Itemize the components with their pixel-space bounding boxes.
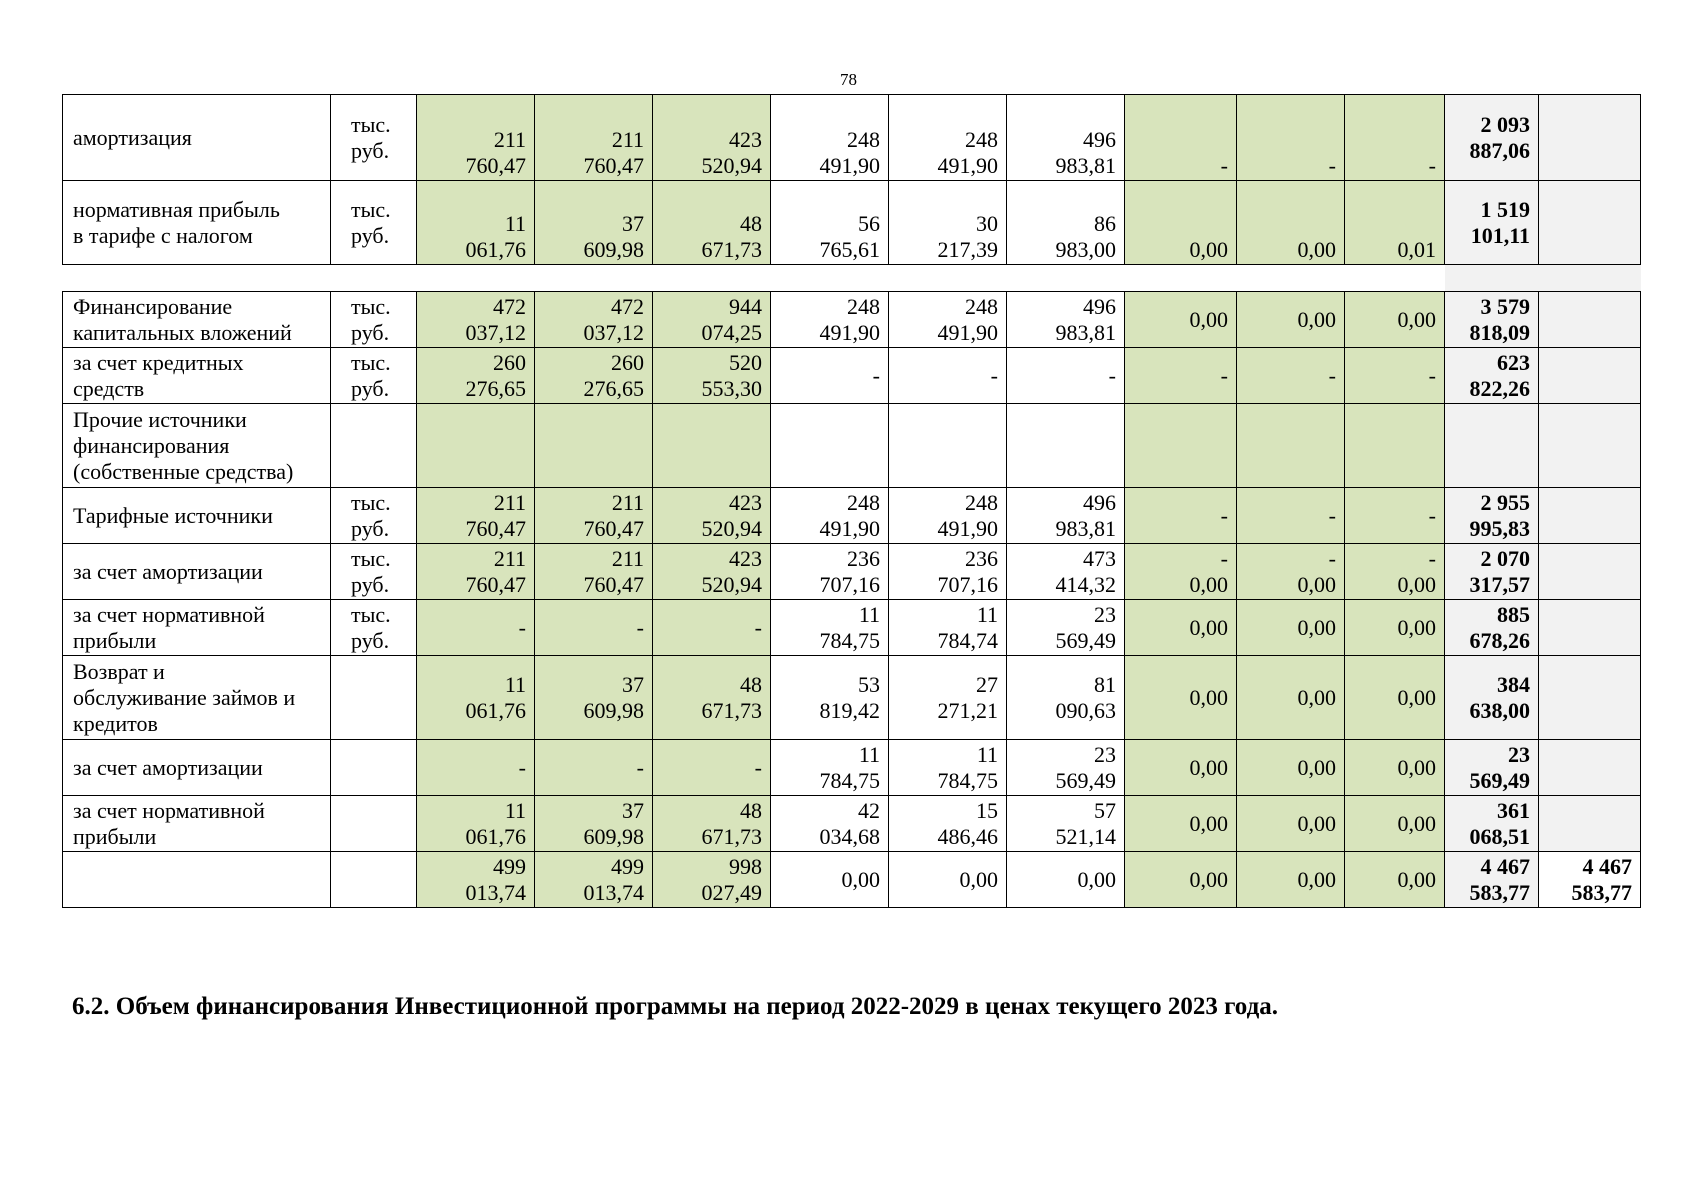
extra-cell [1539, 656, 1641, 740]
value-cell: 11 061,76 [417, 656, 535, 740]
value-cell: - [1345, 488, 1445, 544]
value-cell: - [1345, 348, 1445, 404]
value-cell: 0,00 [1237, 181, 1345, 265]
value-cell: 0,00 [1125, 656, 1237, 740]
value-cell: 423 520,94 [653, 488, 771, 544]
row-label: за счет амортизации [63, 740, 331, 796]
total-cell: 2 070 317,57 [1445, 544, 1539, 600]
value-cell: 86 983,00 [1007, 181, 1125, 265]
row-label: за счет нормативной прибыли [63, 796, 331, 852]
total-cell: 623 822,26 [1445, 348, 1539, 404]
total-cell: 1 519 101,11 [1445, 181, 1539, 265]
value-cell: 423 520,94 [653, 95, 771, 181]
value-cell: 0,00 [889, 852, 1007, 908]
table-row [63, 796, 1641, 852]
value-cell: - [1237, 95, 1345, 181]
table-row [63, 740, 1641, 796]
value-cell: 15 486,46 [889, 796, 1007, 852]
value-cell: 0,00 [1345, 740, 1445, 796]
value-cell: 260 276,65 [417, 348, 535, 404]
page-number: 78 [840, 70, 857, 89]
table-row [63, 292, 1641, 348]
value-cell: - 0,00 [1237, 544, 1345, 600]
extra-cell [1539, 181, 1641, 265]
value-cell: 248 491,90 [771, 488, 889, 544]
table-row [63, 488, 1641, 544]
value-cell: - [653, 740, 771, 796]
value-cell: 11 061,76 [417, 181, 535, 265]
value-cell: 423 520,94 [653, 544, 771, 600]
table-row [63, 544, 1641, 600]
value-cell [653, 404, 771, 488]
value-cell: 0,00 [1125, 600, 1237, 656]
value-cell: 0,00 [1125, 852, 1237, 908]
value-cell: 0,00 [1237, 656, 1345, 740]
value-cell: - [1125, 488, 1237, 544]
row-label: за счет амортизации [63, 544, 331, 600]
value-cell: 23 569,49 [1007, 600, 1125, 656]
value-cell: 0,00 [1237, 852, 1345, 908]
value-cell: 499 013,74 [535, 852, 653, 908]
value-cell: 496 983,81 [1007, 292, 1125, 348]
total-cell: 2 093 887,06 [1445, 95, 1539, 181]
value-cell: 37 609,98 [535, 181, 653, 265]
value-cell: 472 037,12 [417, 292, 535, 348]
value-cell: 0,00 [1237, 600, 1345, 656]
value-cell [417, 404, 535, 488]
value-cell: 0,00 [1345, 600, 1445, 656]
value-cell: - [417, 600, 535, 656]
value-cell: 11 784,75 [771, 740, 889, 796]
unit-cell: тыс. руб. [331, 348, 417, 404]
value-cell: 30 217,39 [889, 181, 1007, 265]
value-cell: 0,00 [1125, 796, 1237, 852]
table-row [63, 348, 1641, 404]
table-row [63, 404, 1641, 488]
row-label [63, 852, 331, 908]
value-cell: 998 027,49 [653, 852, 771, 908]
financing-table [62, 94, 1641, 908]
unit-cell [331, 740, 417, 796]
unit-cell: тыс. руб. [331, 544, 417, 600]
value-cell: 81 090,63 [1007, 656, 1125, 740]
value-cell [535, 404, 653, 488]
value-cell: 211 760,47 [417, 544, 535, 600]
value-cell: - [417, 740, 535, 796]
total-cell: 3 579 818,09 [1445, 292, 1539, 348]
value-cell: 499 013,74 [417, 852, 535, 908]
value-cell [1237, 404, 1345, 488]
value-cell: 211 760,47 [535, 544, 653, 600]
unit-cell: тыс. руб. [331, 488, 417, 544]
value-cell: - [535, 740, 653, 796]
row-label: амортизация [63, 95, 331, 181]
extra-cell [1539, 348, 1641, 404]
value-cell [889, 404, 1007, 488]
value-cell: - [1125, 95, 1237, 181]
value-cell: - [771, 348, 889, 404]
value-cell [771, 404, 889, 488]
value-cell: 236 707,16 [889, 544, 1007, 600]
unit-cell: тыс. руб. [331, 292, 417, 348]
value-cell: 248 491,90 [771, 292, 889, 348]
unit-cell: тыс. руб. [331, 95, 417, 181]
value-cell: 11 784,75 [889, 740, 1007, 796]
value-cell: 0,00 [1125, 740, 1237, 796]
table-row [63, 600, 1641, 656]
row-label: Тарифные источники [63, 488, 331, 544]
value-cell: 0,00 [1125, 292, 1237, 348]
total-cell: 384 638,00 [1445, 656, 1539, 740]
table-row [63, 656, 1641, 740]
value-cell: 472 037,12 [535, 292, 653, 348]
value-cell: 48 671,73 [653, 656, 771, 740]
value-cell: 0,00 [1237, 796, 1345, 852]
total-cell: 4 467 583,77 [1445, 852, 1539, 908]
value-cell: 520 553,30 [653, 348, 771, 404]
value-cell: - [1345, 95, 1445, 181]
table-body [63, 95, 1641, 908]
value-cell: - 0,00 [1345, 544, 1445, 600]
value-cell [1125, 404, 1237, 488]
value-cell: - [1237, 348, 1345, 404]
value-cell: 48 671,73 [653, 181, 771, 265]
spacer-row [63, 265, 1641, 292]
value-cell: 0,00 [1125, 181, 1237, 265]
table-row [63, 852, 1641, 908]
row-label: Возврат и обслуживание займов и кредитов [63, 656, 331, 740]
row-label: нормативная прибыль в тарифе с налогом [63, 181, 331, 265]
value-cell: 211 760,47 [535, 95, 653, 181]
row-label: Финансирование капитальных вложений [63, 292, 331, 348]
value-cell: 37 609,98 [535, 656, 653, 740]
value-cell: 211 760,47 [417, 488, 535, 544]
unit-cell [331, 404, 417, 488]
total-cell [1445, 404, 1539, 488]
value-cell: 48 671,73 [653, 796, 771, 852]
table-row [63, 95, 1641, 181]
extra-cell [1539, 544, 1641, 600]
value-cell: - [1237, 488, 1345, 544]
value-cell: 0,00 [1345, 656, 1445, 740]
value-cell: - 0,00 [1125, 544, 1237, 600]
value-cell: 0,00 [1007, 852, 1125, 908]
value-cell: 496 983,81 [1007, 95, 1125, 181]
extra-cell [1539, 796, 1641, 852]
table-row [63, 181, 1641, 265]
extra-cell [1539, 740, 1641, 796]
value-cell: 0,00 [1237, 292, 1345, 348]
extra-cell: 4 467 583,77 [1539, 852, 1641, 908]
value-cell: 56 765,61 [771, 181, 889, 265]
unit-cell: тыс. руб. [331, 181, 417, 265]
row-label: за счет кредитных средств [63, 348, 331, 404]
value-cell: 0,00 [1237, 740, 1345, 796]
value-cell: 496 983,81 [1007, 488, 1125, 544]
value-cell: 11 784,75 [771, 600, 889, 656]
value-cell: - [1125, 348, 1237, 404]
extra-cell [1539, 488, 1641, 544]
extra-cell [1539, 404, 1641, 488]
value-cell: 0,00 [771, 852, 889, 908]
value-cell: 260 276,65 [535, 348, 653, 404]
unit-cell [331, 796, 417, 852]
value-cell: 57 521,14 [1007, 796, 1125, 852]
value-cell: - [653, 600, 771, 656]
value-cell: 37 609,98 [535, 796, 653, 852]
value-cell: 0,00 [1345, 852, 1445, 908]
extra-cell [1539, 292, 1641, 348]
value-cell: 23 569,49 [1007, 740, 1125, 796]
value-cell: 42 034,68 [771, 796, 889, 852]
value-cell: 0,00 [1345, 292, 1445, 348]
row-label: за счет нормативной прибыли [63, 600, 331, 656]
total-cell: 23 569,49 [1445, 740, 1539, 796]
value-cell: 248 491,90 [771, 95, 889, 181]
total-cell: 2 955 995,83 [1445, 488, 1539, 544]
value-cell [1007, 404, 1125, 488]
unit-cell: тыс. руб. [331, 600, 417, 656]
value-cell: - [1007, 348, 1125, 404]
value-cell: 211 760,47 [417, 95, 535, 181]
value-cell: 473 414,32 [1007, 544, 1125, 600]
value-cell: 11 061,76 [417, 796, 535, 852]
unit-cell [331, 656, 417, 740]
value-cell: 248 491,90 [889, 292, 1007, 348]
value-cell: 211 760,47 [535, 488, 653, 544]
value-cell: 236 707,16 [771, 544, 889, 600]
section-heading: 6.2. Объем финансирования Инвестиционной программы на период 2022-2029 в ценах текущего 2023 года. [72, 993, 1278, 1020]
value-cell: 944 074,25 [653, 292, 771, 348]
value-cell: 0,01 [1345, 181, 1445, 265]
extra-cell [1539, 600, 1641, 656]
value-cell: - [535, 600, 653, 656]
value-cell: 0,00 [1345, 796, 1445, 852]
total-cell: 361 068,51 [1445, 796, 1539, 852]
value-cell: 248 491,90 [889, 488, 1007, 544]
total-cell: 885 678,26 [1445, 600, 1539, 656]
value-cell: 11 784,74 [889, 600, 1007, 656]
value-cell: 27 271,21 [889, 656, 1007, 740]
value-cell [1345, 404, 1445, 488]
value-cell: - [889, 348, 1007, 404]
unit-cell [331, 852, 417, 908]
row-label: Прочие источники финансирования (собственные средства) [63, 404, 331, 488]
value-cell: 248 491,90 [889, 95, 1007, 181]
value-cell: 53 819,42 [771, 656, 889, 740]
extra-cell [1539, 95, 1641, 181]
